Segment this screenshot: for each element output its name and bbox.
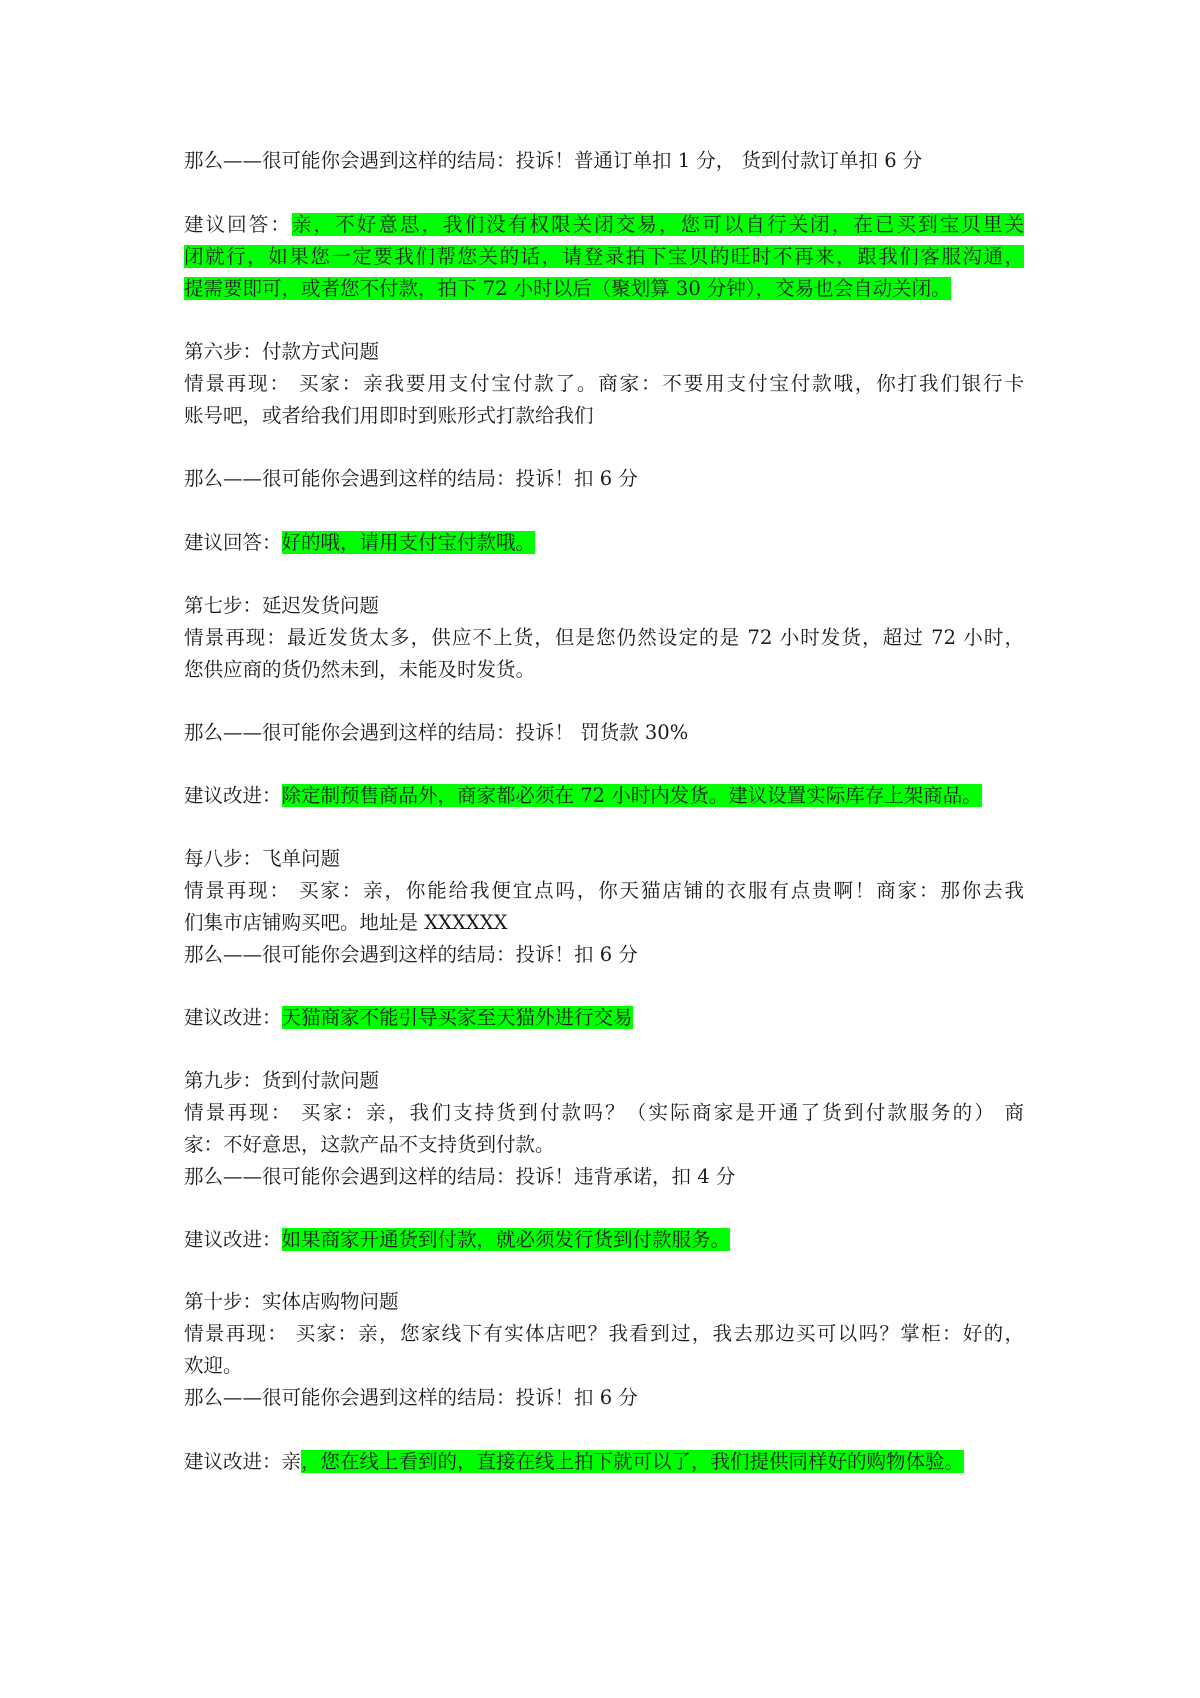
step9-advice [184,1224,730,1256]
advice-label: 建议改进：亲 [184,1450,302,1473]
step10-advice [184,1446,964,1478]
advice-label: 建议回答： [184,531,282,554]
step6-title: 第六步：付款方式问题 [184,340,380,363]
advice-highlight: 除定制预售商品外，商家都必须在 72 小时内发货。建议设置实际库存上架商品。 [281,784,982,807]
advice-label: 建议改进： [184,1228,282,1251]
advice-highlight: 亲，不好意思，我们没有权限关闭交易，您可以自行关闭，在已买到宝贝里关 [291,213,1024,236]
step9-title: 第九步：货到付款问题 [184,1069,380,1092]
advice-label: 建议改进： [184,1006,282,1029]
step8-scene-line-1: 情景再现： 买家：亲，你能给我便宜点吗，你天猫店铺的衣服有点贵啊！商家：那你去我 [184,879,1024,902]
advice-highlight: 好的哦，请用支付宝付款哦。 [281,531,536,554]
step6-scene-line-1: 情景再现： 买家：亲我要用支付宝付款了。商家：不要用支付宝付款哦，你打我们银行卡 [184,372,1024,395]
advice-highlight: 天猫商家不能引导买家至天猫外进行交易 [281,1006,633,1029]
step10-title: 第十步：实体店购物问题 [184,1290,399,1313]
advice-highlight: ，您在线上看到的，直接在线上拍下就可以了，我们提供同样好的购物体验。 [301,1450,965,1473]
step9-scene-line-1: 情景再现： 买家：亲，我们支持货到付款吗？（实际商家是开通了货到付款服务的） 商 [184,1101,1024,1124]
step6-result: 那么——很可能你会遇到这样的结局：投诉！扣 6 分 [184,467,638,490]
step7-advice [184,780,982,812]
advice-line-1 [184,209,1024,241]
step9-scene-line-2: 家：不好意思，这款产品不支持货到付款。 [184,1133,555,1156]
advice-label: 建议改进： [184,784,282,807]
advice-label: 建议回答： [184,213,292,236]
step8-advice [184,1002,633,1034]
advice-line-3 [184,273,951,305]
step7-scene-line-1: 情景再现：最近发货太多，供应不上货，但是您仍然设定的是 72 小时发货，超过 72 小时， [184,626,1024,649]
paragraph-result-step5: 那么——很可能你会遇到这样的结局：投诉！普通订单扣 1 分， 货到付款订单扣 6 分 [184,149,923,172]
step6-scene-line-2: 账号吧，或者给我们用即时到账形式打款给我们 [184,404,594,427]
advice-line-2 [184,241,1024,273]
step8-scene-line-2: 们集市店铺购买吧。地址是 XXXXXX [184,911,508,934]
step10-result: 那么——很可能你会遇到这样的结局：投诉！扣 6 分 [184,1386,638,1409]
advice-highlight: 提需要即可，或者您不付款，拍下 72 小时以后（聚划算 30 分钟），交易也会自动关闭。 [184,277,951,300]
step10-scene-line-1: 情景再现： 买家：亲，您家线下有实体店吧？我看到过，我去那边买可以吗？掌柜：好的， [184,1322,1024,1345]
step10-scene-line-2: 欢迎。 [184,1354,243,1377]
step7-result: 那么——很可能你会遇到这样的结局：投诉！ 罚货款 30% [184,721,689,744]
step8-result: 那么——很可能你会遇到这样的结局：投诉！扣 6 分 [184,943,638,966]
advice-highlight: 如果商家开通货到付款，就必须发行货到付款服务。 [281,1228,731,1251]
advice-highlight: 闭就行，如果您一定要我们帮您关的话，请登录拍下宝贝的旺时不再来，跟我们客服沟通， [184,245,1024,268]
step8-title: 每八步：飞单问题 [184,847,341,870]
step6-advice [184,527,535,559]
step7-scene-line-2: 您供应商的货仍然未到，未能及时发货。 [184,658,536,681]
step7-title: 第七步：延迟发货问题 [184,594,380,617]
step9-result: 那么——很可能你会遇到这样的结局：投诉！违背承诺，扣 4 分 [184,1165,736,1188]
